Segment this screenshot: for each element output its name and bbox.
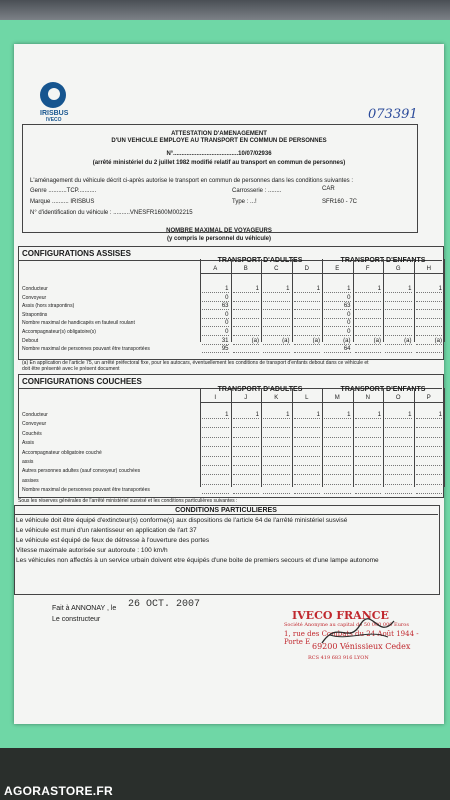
column-rule xyxy=(353,259,354,342)
table-cell xyxy=(416,295,443,302)
condition-line: Le véhicule doit être équipé d'extincteur(s) conforme(s) aux dispositions de l'article 64 de l'arrêté ministériel susvisé xyxy=(16,517,348,524)
table-cell xyxy=(355,440,382,447)
row-label: Autres personnes adultes (sauf convoyeur) couchées xyxy=(22,468,141,475)
table-cell xyxy=(294,450,321,457)
table-cell xyxy=(385,450,412,457)
table-cell xyxy=(355,459,382,466)
table-cell xyxy=(324,431,351,438)
table-cell xyxy=(233,329,260,336)
table-cell xyxy=(355,468,382,475)
table-cell xyxy=(263,312,290,319)
table-cell: 0 xyxy=(202,295,229,302)
attestation-number: N°.......................................10/07/02936 xyxy=(166,151,272,157)
couchees-adultes-header: TRANSPORT D'ADULTES xyxy=(217,386,303,393)
column-rule xyxy=(292,259,293,342)
stamp-line-3: 69200 Vénissieux Cedex xyxy=(312,642,411,651)
table-cell xyxy=(263,487,290,494)
table-cell xyxy=(385,478,412,485)
conditions-heading: CONDITIONS PARTICULIERES xyxy=(175,507,277,514)
column-letter: I xyxy=(214,395,217,401)
table-cell xyxy=(416,431,443,438)
table-cell: 1 xyxy=(416,412,443,419)
row-label: Nombre maximal de personnes pouvant être transportées xyxy=(22,487,150,494)
table-cell xyxy=(324,478,351,485)
table-cell xyxy=(385,295,412,302)
table-cell xyxy=(263,450,290,457)
column-rule xyxy=(414,259,415,342)
table-cell xyxy=(233,459,260,466)
table-cell xyxy=(233,346,260,353)
column-letter: C xyxy=(274,266,279,272)
table-cell xyxy=(324,421,351,428)
table-cell: 1 xyxy=(355,412,382,419)
table-cell xyxy=(294,312,321,319)
assises-note-2: doit être présenté avec le présent document xyxy=(22,366,120,372)
table-cell xyxy=(294,421,321,428)
table-cell xyxy=(233,431,260,438)
table-cell xyxy=(233,320,260,327)
logo-mark-icon xyxy=(40,82,66,108)
table-cell xyxy=(294,346,321,353)
table-cell xyxy=(324,459,351,466)
column-letter: G xyxy=(395,266,401,272)
column-letter: A xyxy=(213,266,218,272)
table-cell xyxy=(202,468,229,475)
table-cell xyxy=(416,320,443,327)
table-cell xyxy=(202,459,229,466)
column-rule xyxy=(322,259,323,342)
carrosserie-value: CAR xyxy=(322,186,335,192)
column-letter: D xyxy=(304,266,309,272)
table-cell xyxy=(294,487,321,494)
attestation-subtitle: D'UN VEHICULE EMPLOYE AU TRANSPORT EN COMMUN DE PERSONNES xyxy=(111,138,327,144)
table-cell xyxy=(416,346,443,353)
table-cell: 64 xyxy=(324,346,351,353)
table-cell: 1 xyxy=(324,412,351,419)
date-stamp: 26 OCT. 2007 xyxy=(128,599,201,610)
table-cell xyxy=(263,431,290,438)
table-cell xyxy=(233,487,260,494)
marque-field: Marque .......... IRISBUS xyxy=(30,199,95,205)
table-cell: (a) xyxy=(385,338,412,345)
table-cell: 63 xyxy=(324,303,351,310)
row-label: assis xyxy=(22,459,34,465)
stamp-name: IVECO FRANCE xyxy=(292,609,389,622)
column-letter: L xyxy=(305,395,309,401)
table-cell xyxy=(324,487,351,494)
nombre-title: NOMBRE MAXIMAL DE VOYAGEURS xyxy=(166,228,272,234)
table-cell: 0 xyxy=(202,312,229,319)
vin-field: N° d'identification du véhicule : ..........VNESFR1600M002215 xyxy=(30,210,193,216)
assises-heading: CONFIGURATIONS ASSISES xyxy=(22,249,131,258)
table-cell: (a) xyxy=(324,338,351,345)
watermark: AGORASTORE.FR xyxy=(4,784,114,798)
table-cell xyxy=(294,329,321,336)
column-rule xyxy=(200,259,201,342)
table-cell: 1 xyxy=(355,286,382,293)
genre-field: Genre ...........TCP........... xyxy=(30,188,97,194)
table-cell xyxy=(324,440,351,447)
table-cell xyxy=(355,320,382,327)
table-cell xyxy=(355,431,382,438)
type-label: Type : ...! xyxy=(232,199,257,205)
attestation-intro: L'aménagement du véhicule décrit ci-après autorise le transport en commun de personnes dans les conditions suivantes : xyxy=(30,178,353,184)
condition-line: Le véhicule est équipé de feux de détresse à l'ouverture des portes xyxy=(16,537,210,544)
table-cell xyxy=(385,303,412,310)
table-cell: 1 xyxy=(294,286,321,293)
stamp-line-2: 1, rue des Combats du 24 Août 1944 - Porte E xyxy=(284,630,419,646)
table-cell xyxy=(294,431,321,438)
table-cell xyxy=(263,468,290,475)
row-label: Convoyeur xyxy=(22,294,47,301)
row-label: Accompagnateur(s) obligatoire(s) xyxy=(22,329,96,335)
table-cell: 1 xyxy=(263,412,290,419)
table-cell xyxy=(416,468,443,475)
table-cell xyxy=(416,450,443,457)
table-cell xyxy=(355,312,382,319)
table-cell xyxy=(233,303,260,310)
header-rule xyxy=(200,273,444,274)
maker-label: Le constructeur xyxy=(52,616,101,623)
table-cell xyxy=(202,487,229,494)
table-cell: 63 xyxy=(202,303,229,310)
stamp-line-4: RCS 419 683 916 LYON xyxy=(308,655,369,661)
column-letter: K xyxy=(274,395,279,401)
table-cell xyxy=(294,303,321,310)
row-label: assises xyxy=(22,477,39,484)
row-label: Accompagnateur obligatoire couché xyxy=(22,449,102,456)
table-cell: 1 xyxy=(233,412,260,419)
row-label: Nombre maximal de handicapés en fauteuil roulant xyxy=(22,320,135,327)
conditions-divider xyxy=(14,514,438,515)
table-cell xyxy=(263,440,290,447)
row-label: Convoyeur xyxy=(22,421,47,428)
conditions-intro: Sous les réserves générales de l'arrêté ministériel susvisé et les conditions particulières suivantes : xyxy=(18,498,238,504)
table-cell: 0 xyxy=(202,329,229,336)
type-value: SFR160 - 7C xyxy=(322,199,358,205)
table-cell: 1 xyxy=(263,286,290,293)
table-cell xyxy=(294,459,321,466)
table-cell xyxy=(263,329,290,336)
table-cell xyxy=(355,478,382,485)
signature-icon xyxy=(318,615,398,651)
row-label: Assis xyxy=(22,440,34,447)
table-cell xyxy=(385,346,412,353)
assises-enfants-header: TRANSPORT D'ENFANTS xyxy=(340,257,426,264)
table-cell: (a) xyxy=(263,338,290,345)
table-cell xyxy=(385,421,412,428)
table-cell xyxy=(202,431,229,438)
table-cell xyxy=(355,346,382,353)
table-cell xyxy=(294,295,321,302)
table-cell: 0 xyxy=(324,329,351,336)
row-label: Conducteur xyxy=(22,286,48,292)
attestation-title: ATTESTATION D'AMENAGEMENT xyxy=(171,131,267,137)
table-cell xyxy=(324,468,351,475)
table-cell: 1 xyxy=(294,412,321,419)
table-cell xyxy=(263,320,290,327)
row-label: Strapontins xyxy=(22,311,48,318)
table-cell: 0 xyxy=(324,312,351,319)
table-cell xyxy=(233,468,260,475)
table-cell xyxy=(294,440,321,447)
column-rule xyxy=(261,259,262,342)
table-cell xyxy=(233,421,260,428)
row-label: Conducteur xyxy=(22,412,48,418)
column-rule xyxy=(444,388,445,487)
table-cell xyxy=(385,312,412,319)
table-cell: 1 xyxy=(202,412,229,419)
table-cell xyxy=(385,329,412,336)
table-cell xyxy=(202,440,229,447)
column-letter: N xyxy=(365,395,370,401)
column-letter: O xyxy=(395,395,401,401)
table-cell: 31 xyxy=(202,338,229,345)
table-cell xyxy=(263,303,290,310)
table-cell xyxy=(233,440,260,447)
table-cell xyxy=(263,295,290,302)
table-cell xyxy=(355,303,382,310)
table-cell xyxy=(385,320,412,327)
column-rule xyxy=(444,259,445,342)
table-cell: 0 xyxy=(324,295,351,302)
column-letter: J xyxy=(244,395,248,401)
column-letter: F xyxy=(365,266,370,272)
company-stamp xyxy=(246,605,436,685)
brand-sub: IVECO xyxy=(46,117,62,123)
column-rule xyxy=(383,259,384,342)
assises-adultes-header: TRANSPORT D'ADULTES xyxy=(217,257,303,264)
table-cell xyxy=(416,421,443,428)
table-cell: 1 xyxy=(202,286,229,293)
table-cell xyxy=(294,468,321,475)
table-cell xyxy=(263,478,290,485)
row-label: Debout xyxy=(22,337,39,344)
table-cell: 1 xyxy=(385,412,412,419)
attestation-arrete: (arrêté ministériel du 2 juillet 1982 modifié relatif au transport en commun de personnes) xyxy=(92,160,346,166)
table-cell xyxy=(385,440,412,447)
table-cell xyxy=(233,450,260,457)
table-cell: 0 xyxy=(324,320,351,327)
condition-line: Le véhicule est muni d'un ralentisseur en application de l'art 37 xyxy=(16,527,197,534)
table-cell xyxy=(202,478,229,485)
brand-name: IRISBUS xyxy=(40,110,69,117)
stamp-line-1: Société Anonyme au capital de 50 000 000 Euros xyxy=(284,622,409,628)
table-cell: 1 xyxy=(416,286,443,293)
handwritten-reference: 073391 xyxy=(368,107,418,122)
carrosserie-label: Carrosserie : ........ xyxy=(232,188,282,194)
table-cell xyxy=(355,450,382,457)
table-cell xyxy=(385,487,412,494)
table-cell xyxy=(233,295,260,302)
table-cell xyxy=(355,295,382,302)
table-cell: (a) xyxy=(233,338,260,345)
table-cell: 0 xyxy=(202,320,229,327)
table-cell xyxy=(416,478,443,485)
table-cell: (a) xyxy=(294,338,321,345)
table-cell: 1 xyxy=(385,286,412,293)
table-cell xyxy=(233,478,260,485)
table-cell xyxy=(385,459,412,466)
irisbus-logo xyxy=(40,82,72,130)
table-cell: 1 xyxy=(324,286,351,293)
column-rule xyxy=(231,259,232,342)
table-cell xyxy=(202,421,229,428)
table-cell xyxy=(294,478,321,485)
table-cell xyxy=(416,487,443,494)
column-letter: E xyxy=(335,266,340,272)
table-cell xyxy=(263,459,290,466)
table-cell xyxy=(233,312,260,319)
couchees-enfants-header: TRANSPORT D'ENFANTS xyxy=(340,386,426,393)
column-letter: P xyxy=(426,395,431,401)
column-letter: M xyxy=(334,395,340,401)
place-label: Fait à ANNONAY , le xyxy=(52,605,117,612)
header-rule xyxy=(200,402,444,403)
table-cell xyxy=(385,468,412,475)
table-cell xyxy=(416,303,443,310)
table-cell: (a) xyxy=(416,338,443,345)
row-label: Assis (hors strapontins) xyxy=(22,303,75,310)
table-cell xyxy=(263,421,290,428)
assises-note-1: (a) En application de l'article 75, un arrêté préfectoral fixe, pour les autocars, éventuellement les conditions de transport d'enfants debout dans ce véhicule et xyxy=(22,360,369,366)
table-cell: 1 xyxy=(233,286,260,293)
condition-line: Vitesse maximale autorisée sur autoroute : 100 km/h xyxy=(16,547,168,554)
couchees-heading: CONFIGURATIONS COUCHEES xyxy=(22,377,142,386)
column-letter: H xyxy=(426,266,431,272)
nombre-subtitle: (y compris le personnel du véhicule) xyxy=(166,236,272,242)
condition-line: Les véhicules non affectés à un service urbain doivent etre équipés d'une boite de premiers secours et d'une lampe autonome xyxy=(16,557,379,564)
table-cell xyxy=(416,459,443,466)
table-cell xyxy=(355,421,382,428)
table-cell xyxy=(294,320,321,327)
row-label: Couchés xyxy=(22,430,42,437)
table-cell xyxy=(416,329,443,336)
row-label: Nombre maximal de personnes pouvant être transportées xyxy=(22,346,150,353)
table-cell xyxy=(416,440,443,447)
table-cell xyxy=(355,487,382,494)
table-cell xyxy=(202,450,229,457)
column-letter: B xyxy=(243,266,248,272)
table-cell xyxy=(385,431,412,438)
table-cell xyxy=(355,329,382,336)
table-cell xyxy=(324,450,351,457)
table-cell: (a) xyxy=(355,338,382,345)
table-cell: 95 xyxy=(202,346,229,353)
table-cell xyxy=(416,312,443,319)
table-cell xyxy=(263,346,290,353)
